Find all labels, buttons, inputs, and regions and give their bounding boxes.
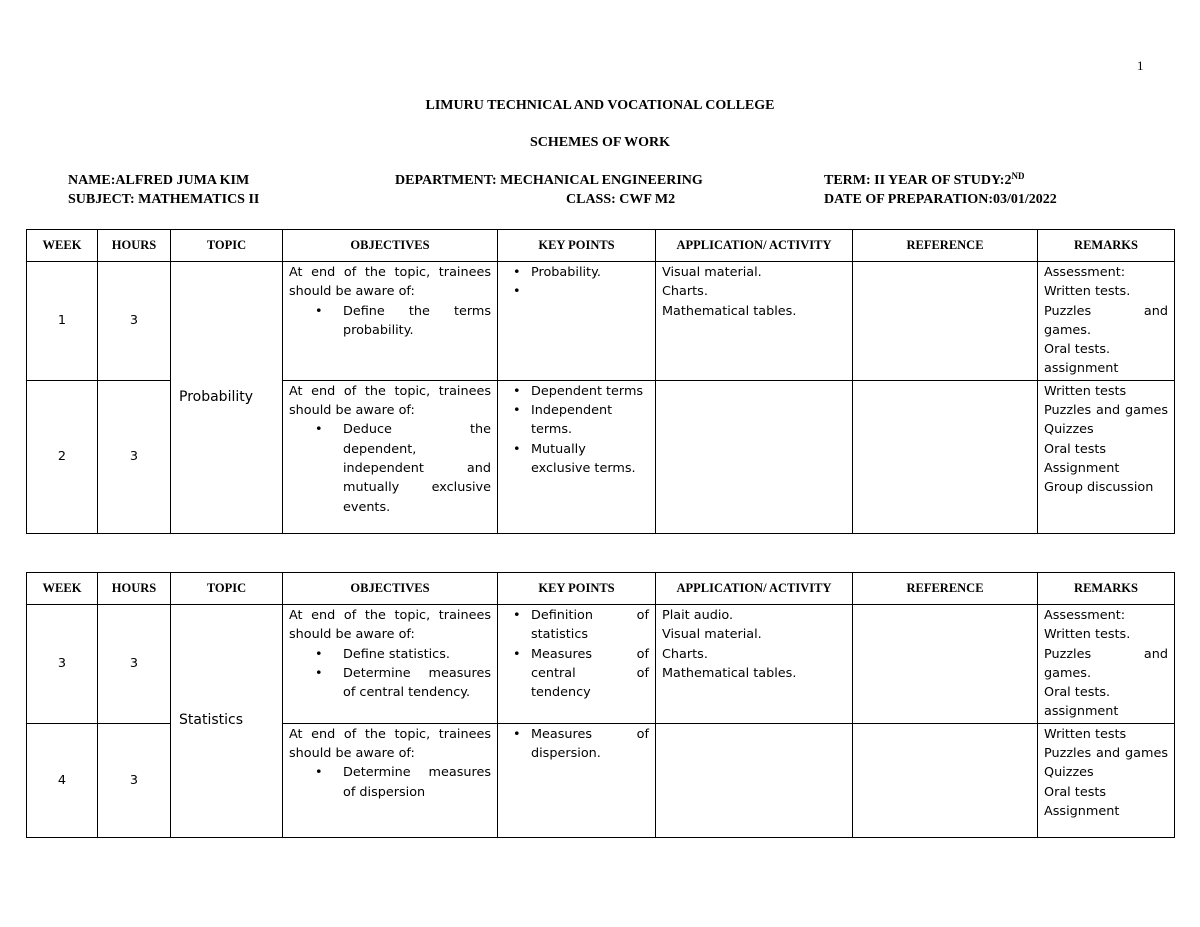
cell-hours: 3 [98, 380, 171, 533]
remark-item: Puzzles and games. [1044, 646, 1168, 681]
cell-key-points [498, 380, 656, 533]
cell-hours: 3 [98, 723, 171, 837]
header-hours: HOURS [98, 230, 171, 262]
cell-reference [853, 262, 1038, 381]
table-header-row [27, 573, 1175, 605]
header-topic: TOPIC [171, 573, 283, 605]
college-name: LIMURU TECHNICAL AND VOCATIONAL COLLEGE [425, 98, 775, 113]
meta-subject: SUBJECT: MATHEMATICS II [68, 192, 260, 207]
meta-term [824, 171, 1024, 190]
header-application: APPLICATION/ ACTIVITY [656, 573, 853, 605]
header-week: WEEK [27, 230, 98, 262]
meta-date: DATE OF PREPARATION:03/01/2022 [824, 192, 1057, 207]
cell-topic: Statistics [171, 605, 283, 838]
application-item: Visual material. [662, 265, 762, 280]
title-block [0, 96, 1200, 153]
cell-remarks [1038, 605, 1175, 724]
remark-item: Puzzles and games [1044, 746, 1168, 762]
application-item: Mathematical tables. [662, 303, 797, 319]
key-point-item: • Measures of central of tendency [504, 645, 649, 703]
objective-item: • Deduce the dependent, independent and mutually exclusive events. [289, 420, 491, 516]
cell-remarks [1038, 262, 1175, 381]
table-header-row [27, 230, 1175, 262]
header-hours: HOURS [98, 573, 171, 605]
cell-objectives [283, 723, 498, 837]
remark-item: Oral tests [1044, 441, 1107, 457]
key-point-item: • Independent terms. [504, 401, 649, 440]
remark-item: Puzzles and games [1044, 403, 1168, 419]
meta-term-text: TERM: II YEAR OF STUDY:2 [824, 173, 1012, 188]
cell-reference [853, 723, 1038, 837]
header-application: APPLICATION/ ACTIVITY [656, 230, 853, 262]
key-point-item: • Mutually exclusive terms. [504, 440, 649, 479]
header-remarks: REMARKS [1038, 573, 1175, 605]
header-reference: REFERENCE [853, 230, 1038, 262]
scheme-table-statistics [26, 572, 1175, 838]
header-objectives: OBJECTIVES [283, 573, 498, 605]
remark-item: Written tests [1044, 383, 1127, 399]
remark-item: assignment [1044, 361, 1119, 377]
remark-item: Written tests. [1044, 627, 1131, 643]
remark-item: assignment [1044, 704, 1119, 720]
cell-key-points [498, 723, 656, 837]
remark-item: Oral tests [1044, 784, 1107, 800]
remark-item: Quizzes [1044, 765, 1094, 781]
remark-item: Oral tests. [1044, 342, 1111, 358]
cell-application [656, 262, 853, 381]
objective-intro: At end of the topic, trainees should be aware of: [289, 265, 491, 300]
cell-week: 3 [27, 605, 98, 724]
header-objectives: OBJECTIVES [283, 230, 498, 262]
objective-item: • Define the terms probability. [289, 302, 491, 341]
objective-item: • Determine measures of dispersion [289, 763, 491, 802]
page-number: 1 [1137, 58, 1144, 73]
scheme-table-probability [26, 229, 1175, 534]
header-reference: REFERENCE [853, 573, 1038, 605]
objective-item: • Define statistics. [289, 645, 491, 664]
remark-item: Group discussion [1044, 480, 1154, 496]
cell-objectives [283, 605, 498, 724]
table-row [27, 605, 1175, 724]
application-item: Mathematical tables. [662, 665, 797, 681]
remark-item: Quizzes [1044, 422, 1094, 438]
key-point-item: • Dependent terms [504, 382, 649, 401]
cell-week: 1 [27, 262, 98, 381]
cell-reference [853, 605, 1038, 724]
cell-key-points [498, 262, 656, 381]
remark-item: Assessment: [1044, 608, 1126, 623]
cell-key-points [498, 605, 656, 724]
cell-reference [853, 380, 1038, 533]
application-item: Charts. [662, 284, 708, 300]
remark-item: Written tests. [1044, 284, 1131, 300]
cell-remarks [1038, 723, 1175, 837]
meta-name: NAME:ALFRED JUMA KIM [68, 173, 250, 188]
meta-class: CLASS: CWF M2 [566, 192, 676, 207]
cell-hours: 3 [98, 262, 171, 381]
remark-item: Assessment: [1044, 265, 1126, 280]
objective-item: • Determine measures of central tendency. [289, 664, 491, 703]
header-week: WEEK [27, 573, 98, 605]
meta-department: DEPARTMENT: MECHANICAL ENGINEERING [395, 173, 703, 188]
objective-intro: At end of the topic, trainees should be aware of: [289, 608, 491, 643]
cell-application [656, 380, 853, 533]
cell-objectives [283, 262, 498, 381]
cell-week: 2 [27, 380, 98, 533]
key-point-item: • Measures of dispersion. [504, 725, 649, 764]
header-key-points: KEY POINTS [498, 230, 656, 262]
header-key-points: KEY POINTS [498, 573, 656, 605]
meta-term-sup: ND [1011, 171, 1025, 181]
cell-hours: 3 [98, 605, 171, 724]
objective-intro: At end of the topic, trainees should be aware of: [289, 726, 491, 762]
cell-topic: Probability [171, 262, 283, 534]
cell-remarks [1038, 380, 1175, 533]
cell-application [656, 723, 853, 837]
key-point-item: • Probability. [504, 263, 649, 282]
remark-item: Assignment [1044, 803, 1120, 819]
application-item: Plait audio. [662, 608, 734, 623]
header-remarks: REMARKS [1038, 230, 1175, 262]
remark-item: Oral tests. [1044, 685, 1111, 701]
cell-objectives [283, 380, 498, 533]
document-title: SCHEMES OF WORK [529, 135, 671, 150]
application-item: Charts. [662, 646, 708, 662]
objective-intro: At end of the topic, trainees should be aware of: [289, 383, 491, 419]
table-row [27, 262, 1175, 381]
key-point-item: • Definition of statistics [504, 606, 649, 645]
application-item: Visual material. [662, 627, 762, 643]
cell-application [656, 605, 853, 724]
remark-item: Assignment [1044, 460, 1120, 476]
header-topic: TOPIC [171, 230, 283, 262]
cell-week: 4 [27, 723, 98, 837]
remark-item: Written tests [1044, 726, 1127, 742]
remark-item: Puzzles and games. [1044, 303, 1168, 338]
